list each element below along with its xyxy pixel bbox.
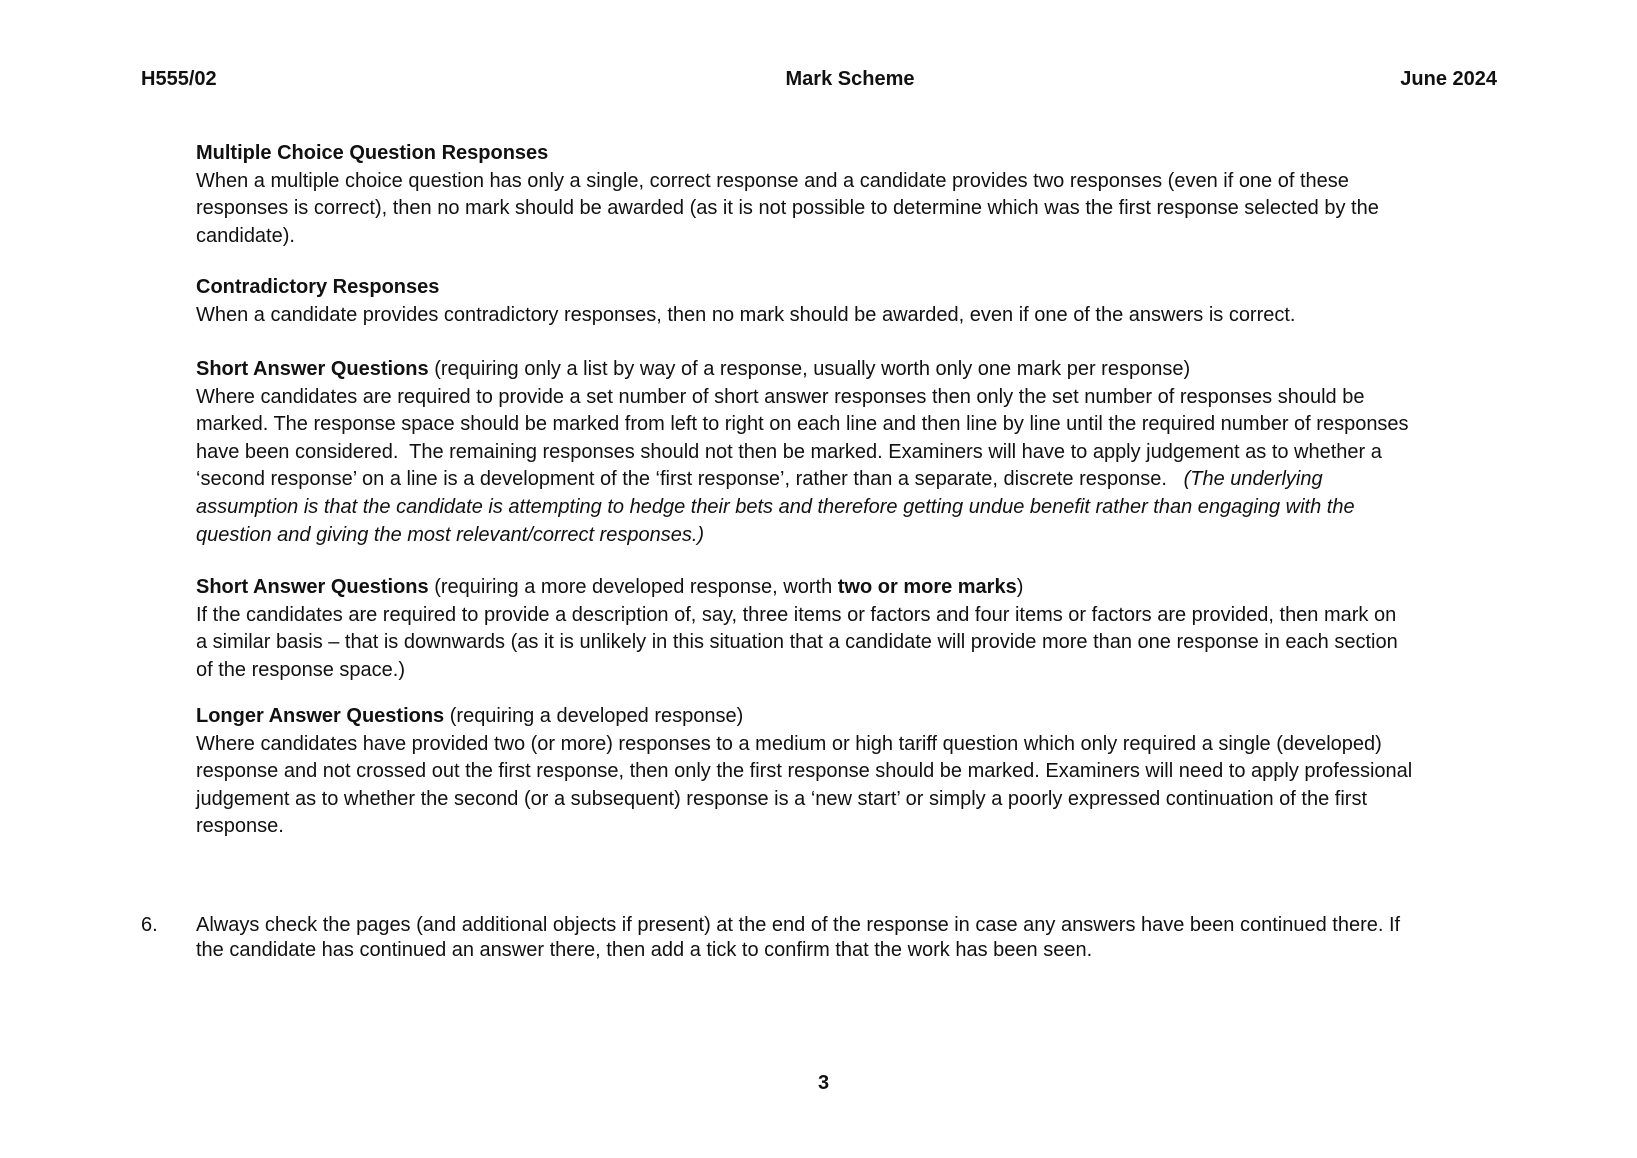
text: response and not crossed out the first response, then only the first response should be marked. Examiners will need to apply professional (196, 760, 1413, 783)
bold-text: Contradictory Responses (196, 276, 440, 298)
paragraph-line (196, 168, 1516, 196)
section-heading (196, 274, 1516, 302)
section-heading (196, 140, 1516, 168)
text: When a multiple choice question has only a single, correct response and a candidate provides two responses (even if one of these (196, 169, 1349, 192)
item-number: 6. (141, 914, 158, 936)
paragraph-line (196, 731, 1516, 759)
paragraph-line (196, 302, 1516, 330)
section-longer-answer (196, 703, 1516, 841)
paragraph-line (196, 522, 1516, 550)
text: responses is correct), then no mark should be awarded (as it is not possible to determine which was the first response selected by the (196, 197, 1379, 220)
item-text-line: Always check the pages (and additional objects if present) at the end of the response in case any answers have been continued there. If (196, 914, 1401, 936)
text: candidate). (196, 224, 295, 247)
document-code: H555/02 (141, 68, 217, 90)
section-contradictory (196, 274, 1516, 329)
text: response. (196, 815, 284, 838)
text: judgement as to whether the second (or a subsequent) response is a ‘new start’ or simply a poorly expressed continuation of the first (196, 787, 1367, 810)
paragraph-line (196, 813, 1516, 841)
text: If the candidates are required to provide a description of, say, three items or factors and four items or factors are provided, then mark on (196, 603, 1397, 626)
paragraph-line (196, 786, 1516, 814)
bold-text: Multiple Choice Question Responses (196, 142, 549, 164)
text: When a candidate provides contradictory responses, then no mark should be awarded, even if one of the answers is correct. (196, 303, 1296, 326)
page-number: 3 (817, 1072, 830, 1094)
paragraph-line (196, 494, 1516, 522)
paragraph-line (196, 195, 1516, 223)
text: (requiring only a list by way of a response, usually worth only one mark per response) (428, 358, 1191, 380)
paragraph-line (196, 439, 1516, 467)
text: ) (1016, 576, 1024, 598)
paragraph-line (196, 657, 1516, 685)
bold-text: Short Answer Questions (196, 576, 429, 598)
section-multiple-choice (196, 140, 1516, 250)
paragraph-line (196, 466, 1516, 494)
document-title: Mark Scheme (785, 68, 915, 90)
text: Where candidates are required to provide a set number of short answer responses then only the set number of responses should be (196, 385, 1365, 408)
bold-text: two or more marks (837, 576, 1017, 598)
document-date: June 2024 (1400, 68, 1497, 90)
paragraph-line (196, 629, 1516, 657)
section-heading (196, 703, 1516, 731)
paragraph-line (196, 411, 1516, 439)
text: a similar basis – that is downwards (as it is unlikely in this situation that a candidate will provide more than one response in each section (196, 631, 1398, 654)
text: of the response space.) (196, 658, 406, 681)
italic-text: question and giving the most relevant/correct responses.) (196, 523, 705, 546)
paragraph-line (196, 602, 1516, 630)
text: marked. The response space should be marked from left to right on each line and then line by line until the required number of responses (196, 413, 1409, 436)
italic-text: (The underlying (1183, 468, 1323, 491)
item-text-line: the candidate has continued an answer there, then add a tick to confirm that the work has been seen. (196, 939, 1093, 961)
text: ‘second response’ on a line is a development of the ‘first response’, rather than a separate, discrete response. (196, 468, 1184, 491)
paragraph-line (196, 384, 1516, 412)
section-heading (196, 574, 1516, 602)
bold-text: Short Answer Questions (196, 358, 429, 380)
text: Where candidates have provided two (or more) responses to a medium or high tariff question which only required a single (developed) (196, 732, 1382, 755)
section-heading (196, 356, 1516, 384)
text: have been considered. The remaining responses should not then be marked. Examiners will have to apply judgement as to whether a (196, 440, 1382, 463)
italic-text: assumption is that the candidate is attempting to hedge their bets and therefore getting undue benefit rather than engaging with the (196, 495, 1355, 518)
paragraph-line (196, 758, 1516, 786)
section-short-answer-developed (196, 574, 1516, 684)
section-short-answer-list (196, 356, 1516, 549)
text: (requiring a developed response) (444, 705, 744, 727)
text: (requiring a more developed response, worth (428, 576, 838, 598)
paragraph-line (196, 223, 1516, 251)
bold-text: Longer Answer Questions (196, 705, 445, 727)
